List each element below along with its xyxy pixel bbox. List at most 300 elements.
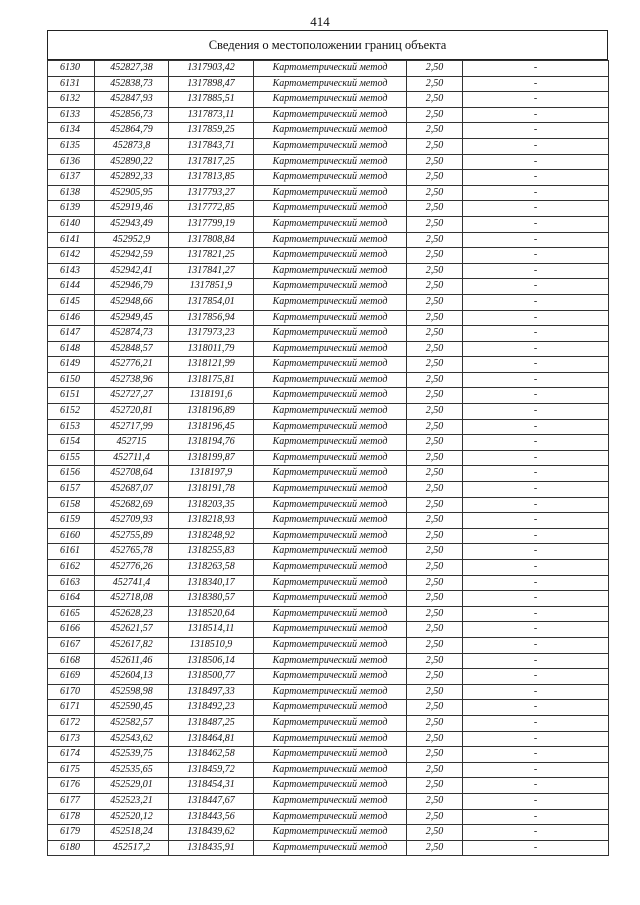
table-row [48,606,609,622]
description-cell: - [463,544,609,560]
accuracy-cell: 2,50 [407,684,463,700]
method-cell: Картометрический метод [254,107,407,123]
method-cell: Картометрический метод [254,606,407,622]
point-number-cell: 6151 [48,388,95,404]
table-row [48,76,609,92]
point-number-cell: 6173 [48,731,95,747]
point-number-cell: 6165 [48,606,95,622]
point-number-cell: 6150 [48,372,95,388]
description-cell: - [463,61,609,77]
method-cell: Картометрический метод [254,201,407,217]
description-cell: - [463,107,609,123]
table-row [48,482,609,498]
point-number-cell: 6143 [48,263,95,279]
method-cell: Картометрический метод [254,809,407,825]
accuracy-cell: 2,50 [407,466,463,482]
description-cell: - [463,435,609,451]
point-number-cell: 6160 [48,528,95,544]
method-cell: Картометрический метод [254,435,407,451]
description-cell: - [463,809,609,825]
accuracy-cell: 2,50 [407,310,463,326]
x-coordinate-cell: 452717,99 [95,419,169,435]
accuracy-cell: 2,50 [407,61,463,77]
table-row [48,294,609,310]
method-cell: Картометрический метод [254,669,407,685]
table-row [48,435,609,451]
table-row [48,154,609,170]
y-coordinate-cell: 1318443,56 [169,809,254,825]
point-number-cell: 6179 [48,825,95,841]
y-coordinate-cell: 1317856,94 [169,310,254,326]
point-number-cell: 6136 [48,154,95,170]
accuracy-cell: 2,50 [407,591,463,607]
x-coordinate-cell: 452856,73 [95,107,169,123]
y-coordinate-cell: 1317973,23 [169,326,254,342]
method-cell: Картометрический метод [254,232,407,248]
x-coordinate-cell: 452590,45 [95,700,169,716]
description-cell: - [463,560,609,576]
x-coordinate-cell: 452529,01 [95,778,169,794]
description-cell: - [463,216,609,232]
description-cell: - [463,528,609,544]
method-cell: Картометрический метод [254,341,407,357]
y-coordinate-cell: 1317903,42 [169,61,254,77]
table-row [48,669,609,685]
description-cell: - [463,575,609,591]
table-row [48,747,609,763]
y-coordinate-cell: 1318191,6 [169,388,254,404]
y-coordinate-cell: 1318514,11 [169,622,254,638]
x-coordinate-cell: 452539,75 [95,747,169,763]
y-coordinate-cell: 1318199,87 [169,450,254,466]
description-cell: - [463,715,609,731]
x-coordinate-cell: 452711,4 [95,450,169,466]
point-number-cell: 6178 [48,809,95,825]
table-row [48,637,609,653]
y-coordinate-cell: 1318435,91 [169,840,254,856]
accuracy-cell: 2,50 [407,700,463,716]
method-cell: Картометрический метод [254,372,407,388]
description-cell: - [463,450,609,466]
table-row [48,61,609,77]
point-number-cell: 6137 [48,170,95,186]
accuracy-cell: 2,50 [407,248,463,264]
description-cell: - [463,279,609,295]
x-coordinate-cell: 452949,45 [95,310,169,326]
x-coordinate-cell: 452628,23 [95,606,169,622]
x-coordinate-cell: 452715 [95,435,169,451]
accuracy-cell: 2,50 [407,404,463,420]
method-cell: Картометрический метод [254,419,407,435]
x-coordinate-cell: 452720,81 [95,404,169,420]
accuracy-cell: 2,50 [407,778,463,794]
table-row [48,731,609,747]
accuracy-cell: 2,50 [407,76,463,92]
x-coordinate-cell: 452952,9 [95,232,169,248]
description-cell: - [463,404,609,420]
x-coordinate-cell: 452709,93 [95,513,169,529]
point-number-cell: 6139 [48,201,95,217]
table-row [48,232,609,248]
method-cell: Картометрический метод [254,76,407,92]
method-cell: Картометрический метод [254,92,407,108]
accuracy-cell: 2,50 [407,372,463,388]
table-row [48,544,609,560]
method-cell: Картометрический метод [254,715,407,731]
description-cell: - [463,825,609,841]
point-number-cell: 6154 [48,435,95,451]
method-cell: Картометрический метод [254,138,407,154]
y-coordinate-cell: 1317885,51 [169,92,254,108]
x-coordinate-cell: 452518,24 [95,825,169,841]
description-cell: - [463,138,609,154]
method-cell: Картометрический метод [254,357,407,373]
point-number-cell: 6155 [48,450,95,466]
point-number-cell: 6161 [48,544,95,560]
description-cell: - [463,637,609,653]
accuracy-cell: 2,50 [407,669,463,685]
y-coordinate-cell: 1318197,9 [169,466,254,482]
boundary-coordinates-table [47,60,609,856]
description-cell: - [463,513,609,529]
accuracy-cell: 2,50 [407,825,463,841]
y-coordinate-cell: 1317799,19 [169,216,254,232]
description-cell: - [463,466,609,482]
y-coordinate-cell: 1317854,01 [169,294,254,310]
point-number-cell: 6138 [48,185,95,201]
y-coordinate-cell: 1318011,79 [169,341,254,357]
table-row [48,388,609,404]
description-cell: - [463,357,609,373]
table-row [48,201,609,217]
method-cell: Картометрический метод [254,466,407,482]
table-row [48,450,609,466]
y-coordinate-cell: 1317821,25 [169,248,254,264]
x-coordinate-cell: 452604,13 [95,669,169,685]
description-cell: - [463,123,609,139]
point-number-cell: 6157 [48,482,95,498]
description-cell: - [463,232,609,248]
method-cell: Картометрический метод [254,388,407,404]
x-coordinate-cell: 452738,96 [95,372,169,388]
table-row [48,793,609,809]
y-coordinate-cell: 1318464,81 [169,731,254,747]
boundary-table-frame [47,30,608,856]
point-number-cell: 6176 [48,778,95,794]
point-number-cell: 6133 [48,107,95,123]
description-cell: - [463,310,609,326]
accuracy-cell: 2,50 [407,575,463,591]
y-coordinate-cell: 1318500,77 [169,669,254,685]
point-number-cell: 6156 [48,466,95,482]
method-cell: Картометрический метод [254,310,407,326]
table-row [48,513,609,529]
y-coordinate-cell: 1318248,92 [169,528,254,544]
point-number-cell: 6140 [48,216,95,232]
y-coordinate-cell: 1318506,14 [169,653,254,669]
method-cell: Картометрический метод [254,404,407,420]
method-cell: Картометрический метод [254,123,407,139]
description-cell: - [463,76,609,92]
description-cell: - [463,482,609,498]
y-coordinate-cell: 1317772,85 [169,201,254,217]
x-coordinate-cell: 452776,21 [95,357,169,373]
point-number-cell: 6164 [48,591,95,607]
description-cell: - [463,154,609,170]
table-row [48,248,609,264]
table-row [48,341,609,357]
y-coordinate-cell: 1318203,35 [169,497,254,513]
accuracy-cell: 2,50 [407,279,463,295]
y-coordinate-cell: 1318255,83 [169,544,254,560]
description-cell: - [463,294,609,310]
table-row [48,575,609,591]
point-number-cell: 6144 [48,279,95,295]
x-coordinate-cell: 452535,65 [95,762,169,778]
description-cell: - [463,419,609,435]
accuracy-cell: 2,50 [407,123,463,139]
accuracy-cell: 2,50 [407,482,463,498]
table-row [48,653,609,669]
accuracy-cell: 2,50 [407,450,463,466]
method-cell: Картометрический метод [254,528,407,544]
accuracy-cell: 2,50 [407,793,463,809]
accuracy-cell: 2,50 [407,840,463,856]
description-cell: - [463,248,609,264]
point-number-cell: 6145 [48,294,95,310]
y-coordinate-cell: 1318121,99 [169,357,254,373]
y-coordinate-cell: 1318447,67 [169,793,254,809]
point-number-cell: 6162 [48,560,95,576]
x-coordinate-cell: 452718,08 [95,591,169,607]
method-cell: Картометрический метод [254,747,407,763]
method-cell: Картометрический метод [254,185,407,201]
accuracy-cell: 2,50 [407,185,463,201]
description-cell: - [463,840,609,856]
point-number-cell: 6130 [48,61,95,77]
point-number-cell: 6148 [48,341,95,357]
y-coordinate-cell: 1317851,9 [169,279,254,295]
accuracy-cell: 2,50 [407,762,463,778]
x-coordinate-cell: 452864,79 [95,123,169,139]
method-cell: Картометрический метод [254,778,407,794]
x-coordinate-cell: 452687,07 [95,482,169,498]
point-number-cell: 6175 [48,762,95,778]
point-number-cell: 6142 [48,248,95,264]
x-coordinate-cell: 452873,8 [95,138,169,154]
x-coordinate-cell: 452948,66 [95,294,169,310]
table-row [48,419,609,435]
accuracy-cell: 2,50 [407,107,463,123]
description-cell: - [463,92,609,108]
accuracy-cell: 2,50 [407,419,463,435]
x-coordinate-cell: 452517,2 [95,840,169,856]
y-coordinate-cell: 1317841,27 [169,263,254,279]
method-cell: Картометрический метод [254,154,407,170]
y-coordinate-cell: 1318520,64 [169,606,254,622]
y-coordinate-cell: 1317843,71 [169,138,254,154]
description-cell: - [463,778,609,794]
method-cell: Картометрический метод [254,840,407,856]
method-cell: Картометрический метод [254,294,407,310]
x-coordinate-cell: 452523,21 [95,793,169,809]
x-coordinate-cell: 452892,33 [95,170,169,186]
x-coordinate-cell: 452708,64 [95,466,169,482]
table-row [48,357,609,373]
x-coordinate-cell: 452611,46 [95,653,169,669]
point-number-cell: 6134 [48,123,95,139]
x-coordinate-cell: 452755,89 [95,528,169,544]
y-coordinate-cell: 1317808,84 [169,232,254,248]
method-cell: Картометрический метод [254,560,407,576]
table-row [48,216,609,232]
table-row [48,497,609,513]
accuracy-cell: 2,50 [407,357,463,373]
point-number-cell: 6171 [48,700,95,716]
table-row [48,528,609,544]
method-cell: Картометрический метод [254,762,407,778]
y-coordinate-cell: 1318194,76 [169,435,254,451]
x-coordinate-cell: 452617,82 [95,637,169,653]
y-coordinate-cell: 1318487,25 [169,715,254,731]
description-cell: - [463,653,609,669]
accuracy-cell: 2,50 [407,544,463,560]
point-number-cell: 6168 [48,653,95,669]
method-cell: Картометрический метод [254,497,407,513]
accuracy-cell: 2,50 [407,138,463,154]
accuracy-cell: 2,50 [407,497,463,513]
point-number-cell: 6177 [48,793,95,809]
point-number-cell: 6149 [48,357,95,373]
x-coordinate-cell: 452543,62 [95,731,169,747]
description-cell: - [463,170,609,186]
y-coordinate-cell: 1317898,47 [169,76,254,92]
description-cell: - [463,606,609,622]
description-cell: - [463,747,609,763]
accuracy-cell: 2,50 [407,513,463,529]
method-cell: Картометрический метод [254,513,407,529]
x-coordinate-cell: 452847,93 [95,92,169,108]
table-row [48,762,609,778]
method-cell: Картометрический метод [254,482,407,498]
x-coordinate-cell: 452520,12 [95,809,169,825]
table-title: Сведения о местоположении границ объекта [47,30,608,60]
method-cell: Картометрический метод [254,575,407,591]
point-number-cell: 6147 [48,326,95,342]
method-cell: Картометрический метод [254,326,407,342]
table-row [48,326,609,342]
x-coordinate-cell: 452905,95 [95,185,169,201]
y-coordinate-cell: 1317813,85 [169,170,254,186]
y-coordinate-cell: 1318340,17 [169,575,254,591]
x-coordinate-cell: 452838,73 [95,76,169,92]
description-cell: - [463,622,609,638]
x-coordinate-cell: 452848,57 [95,341,169,357]
accuracy-cell: 2,50 [407,747,463,763]
point-number-cell: 6153 [48,419,95,435]
page-number: 414 [310,14,330,29]
method-cell: Картометрический метод [254,684,407,700]
point-number-cell: 6158 [48,497,95,513]
point-number-cell: 6166 [48,622,95,638]
y-coordinate-cell: 1318497,33 [169,684,254,700]
accuracy-cell: 2,50 [407,653,463,669]
point-number-cell: 6152 [48,404,95,420]
table-row [48,825,609,841]
table-row [48,466,609,482]
accuracy-cell: 2,50 [407,232,463,248]
description-cell: - [463,263,609,279]
accuracy-cell: 2,50 [407,263,463,279]
point-number-cell: 6141 [48,232,95,248]
table-row [48,622,609,638]
x-coordinate-cell: 452827,38 [95,61,169,77]
table-row [48,263,609,279]
method-cell: Картометрический метод [254,825,407,841]
method-cell: Картометрический метод [254,544,407,560]
y-coordinate-cell: 1318454,31 [169,778,254,794]
description-cell: - [463,591,609,607]
y-coordinate-cell: 1317793,27 [169,185,254,201]
method-cell: Картометрический метод [254,170,407,186]
accuracy-cell: 2,50 [407,201,463,217]
point-number-cell: 6170 [48,684,95,700]
accuracy-cell: 2,50 [407,715,463,731]
y-coordinate-cell: 1318196,45 [169,419,254,435]
y-coordinate-cell: 1317873,11 [169,107,254,123]
y-coordinate-cell: 1318380,57 [169,591,254,607]
x-coordinate-cell: 452765,78 [95,544,169,560]
point-number-cell: 6174 [48,747,95,763]
method-cell: Картометрический метод [254,731,407,747]
point-number-cell: 6159 [48,513,95,529]
method-cell: Картометрический метод [254,61,407,77]
description-cell: - [463,185,609,201]
table-row [48,840,609,856]
table-row [48,404,609,420]
x-coordinate-cell: 452598,98 [95,684,169,700]
accuracy-cell: 2,50 [407,809,463,825]
y-coordinate-cell: 1318439,62 [169,825,254,841]
x-coordinate-cell: 452919,46 [95,201,169,217]
method-cell: Картометрический метод [254,653,407,669]
table-row [48,715,609,731]
method-cell: Картометрический метод [254,216,407,232]
accuracy-cell: 2,50 [407,341,463,357]
x-coordinate-cell: 452621,57 [95,622,169,638]
accuracy-cell: 2,50 [407,606,463,622]
point-number-cell: 6131 [48,76,95,92]
point-number-cell: 6167 [48,637,95,653]
accuracy-cell: 2,50 [407,435,463,451]
description-cell: - [463,201,609,217]
table-row [48,170,609,186]
description-cell: - [463,793,609,809]
y-coordinate-cell: 1318462,58 [169,747,254,763]
accuracy-cell: 2,50 [407,92,463,108]
description-cell: - [463,731,609,747]
method-cell: Картометрический метод [254,450,407,466]
accuracy-cell: 2,50 [407,154,463,170]
x-coordinate-cell: 452582,57 [95,715,169,731]
table-row [48,279,609,295]
x-coordinate-cell: 452942,59 [95,248,169,264]
x-coordinate-cell: 452776,26 [95,560,169,576]
method-cell: Картометрический метод [254,793,407,809]
description-cell: - [463,388,609,404]
point-number-cell: 6163 [48,575,95,591]
table-row [48,684,609,700]
